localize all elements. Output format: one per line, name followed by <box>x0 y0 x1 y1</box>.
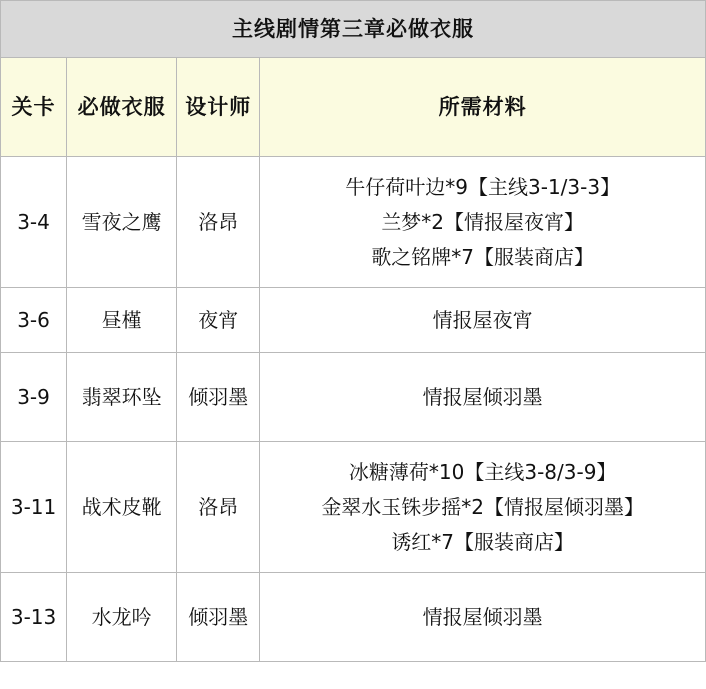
column-header-materials: 所需材料 <box>260 58 706 157</box>
column-header-outfit: 必做衣服 <box>67 58 177 157</box>
cell-materials <box>260 353 706 442</box>
material-line: 情报屋倾羽墨 <box>422 384 543 409</box>
material-line: 金翠水玉铢步摇*2【情报屋倾羽墨】 <box>321 494 645 519</box>
cell-stage: 3-11 <box>1 442 67 573</box>
cell-stage: 3-6 <box>1 288 67 353</box>
cell-outfit: 雪夜之鹰 <box>67 157 177 288</box>
cell-outfit: 战术皮靴 <box>67 442 177 573</box>
cell-designer: 倾羽墨 <box>177 573 260 662</box>
material-line: 冰糖薄荷*10【主线3-8/3-9】 <box>348 459 617 484</box>
table-header-row <box>1 58 706 157</box>
material-line: 牛仔荷叶边*9【主线3-1/3-3】 <box>345 174 621 199</box>
cell-outfit: 翡翠环坠 <box>67 353 177 442</box>
table-row <box>1 157 706 288</box>
page-title: 主线剧情第三章必做衣服 <box>1 1 706 58</box>
material-line: 情报屋夜宵 <box>432 307 533 332</box>
material-line: 兰梦*2【情报屋夜宵】 <box>381 209 585 234</box>
column-header-stage: 关卡 <box>1 58 67 157</box>
cell-stage: 3-4 <box>1 157 67 288</box>
cell-designer: 倾羽墨 <box>177 353 260 442</box>
cell-stage: 3-9 <box>1 353 67 442</box>
cell-materials <box>260 573 706 662</box>
material-line: 歌之铭牌*7【服装商店】 <box>371 244 595 269</box>
table-row <box>1 573 706 662</box>
column-header-designer: 设计师 <box>177 58 260 157</box>
cell-stage: 3-13 <box>1 573 67 662</box>
cell-materials <box>260 288 706 353</box>
cell-designer: 夜宵 <box>177 288 260 353</box>
table-row <box>1 288 706 353</box>
cell-materials <box>260 442 706 573</box>
cell-outfit: 水龙吟 <box>67 573 177 662</box>
cell-outfit: 昼槿 <box>67 288 177 353</box>
cell-designer: 洛昂 <box>177 442 260 573</box>
table-row <box>1 353 706 442</box>
cell-designer: 洛昂 <box>177 157 260 288</box>
material-line: 诱红*7【服装商店】 <box>391 529 575 554</box>
table-title-row <box>1 1 706 58</box>
cell-materials <box>260 157 706 288</box>
material-line: 情报屋倾羽墨 <box>422 604 543 629</box>
table-row <box>1 442 706 573</box>
